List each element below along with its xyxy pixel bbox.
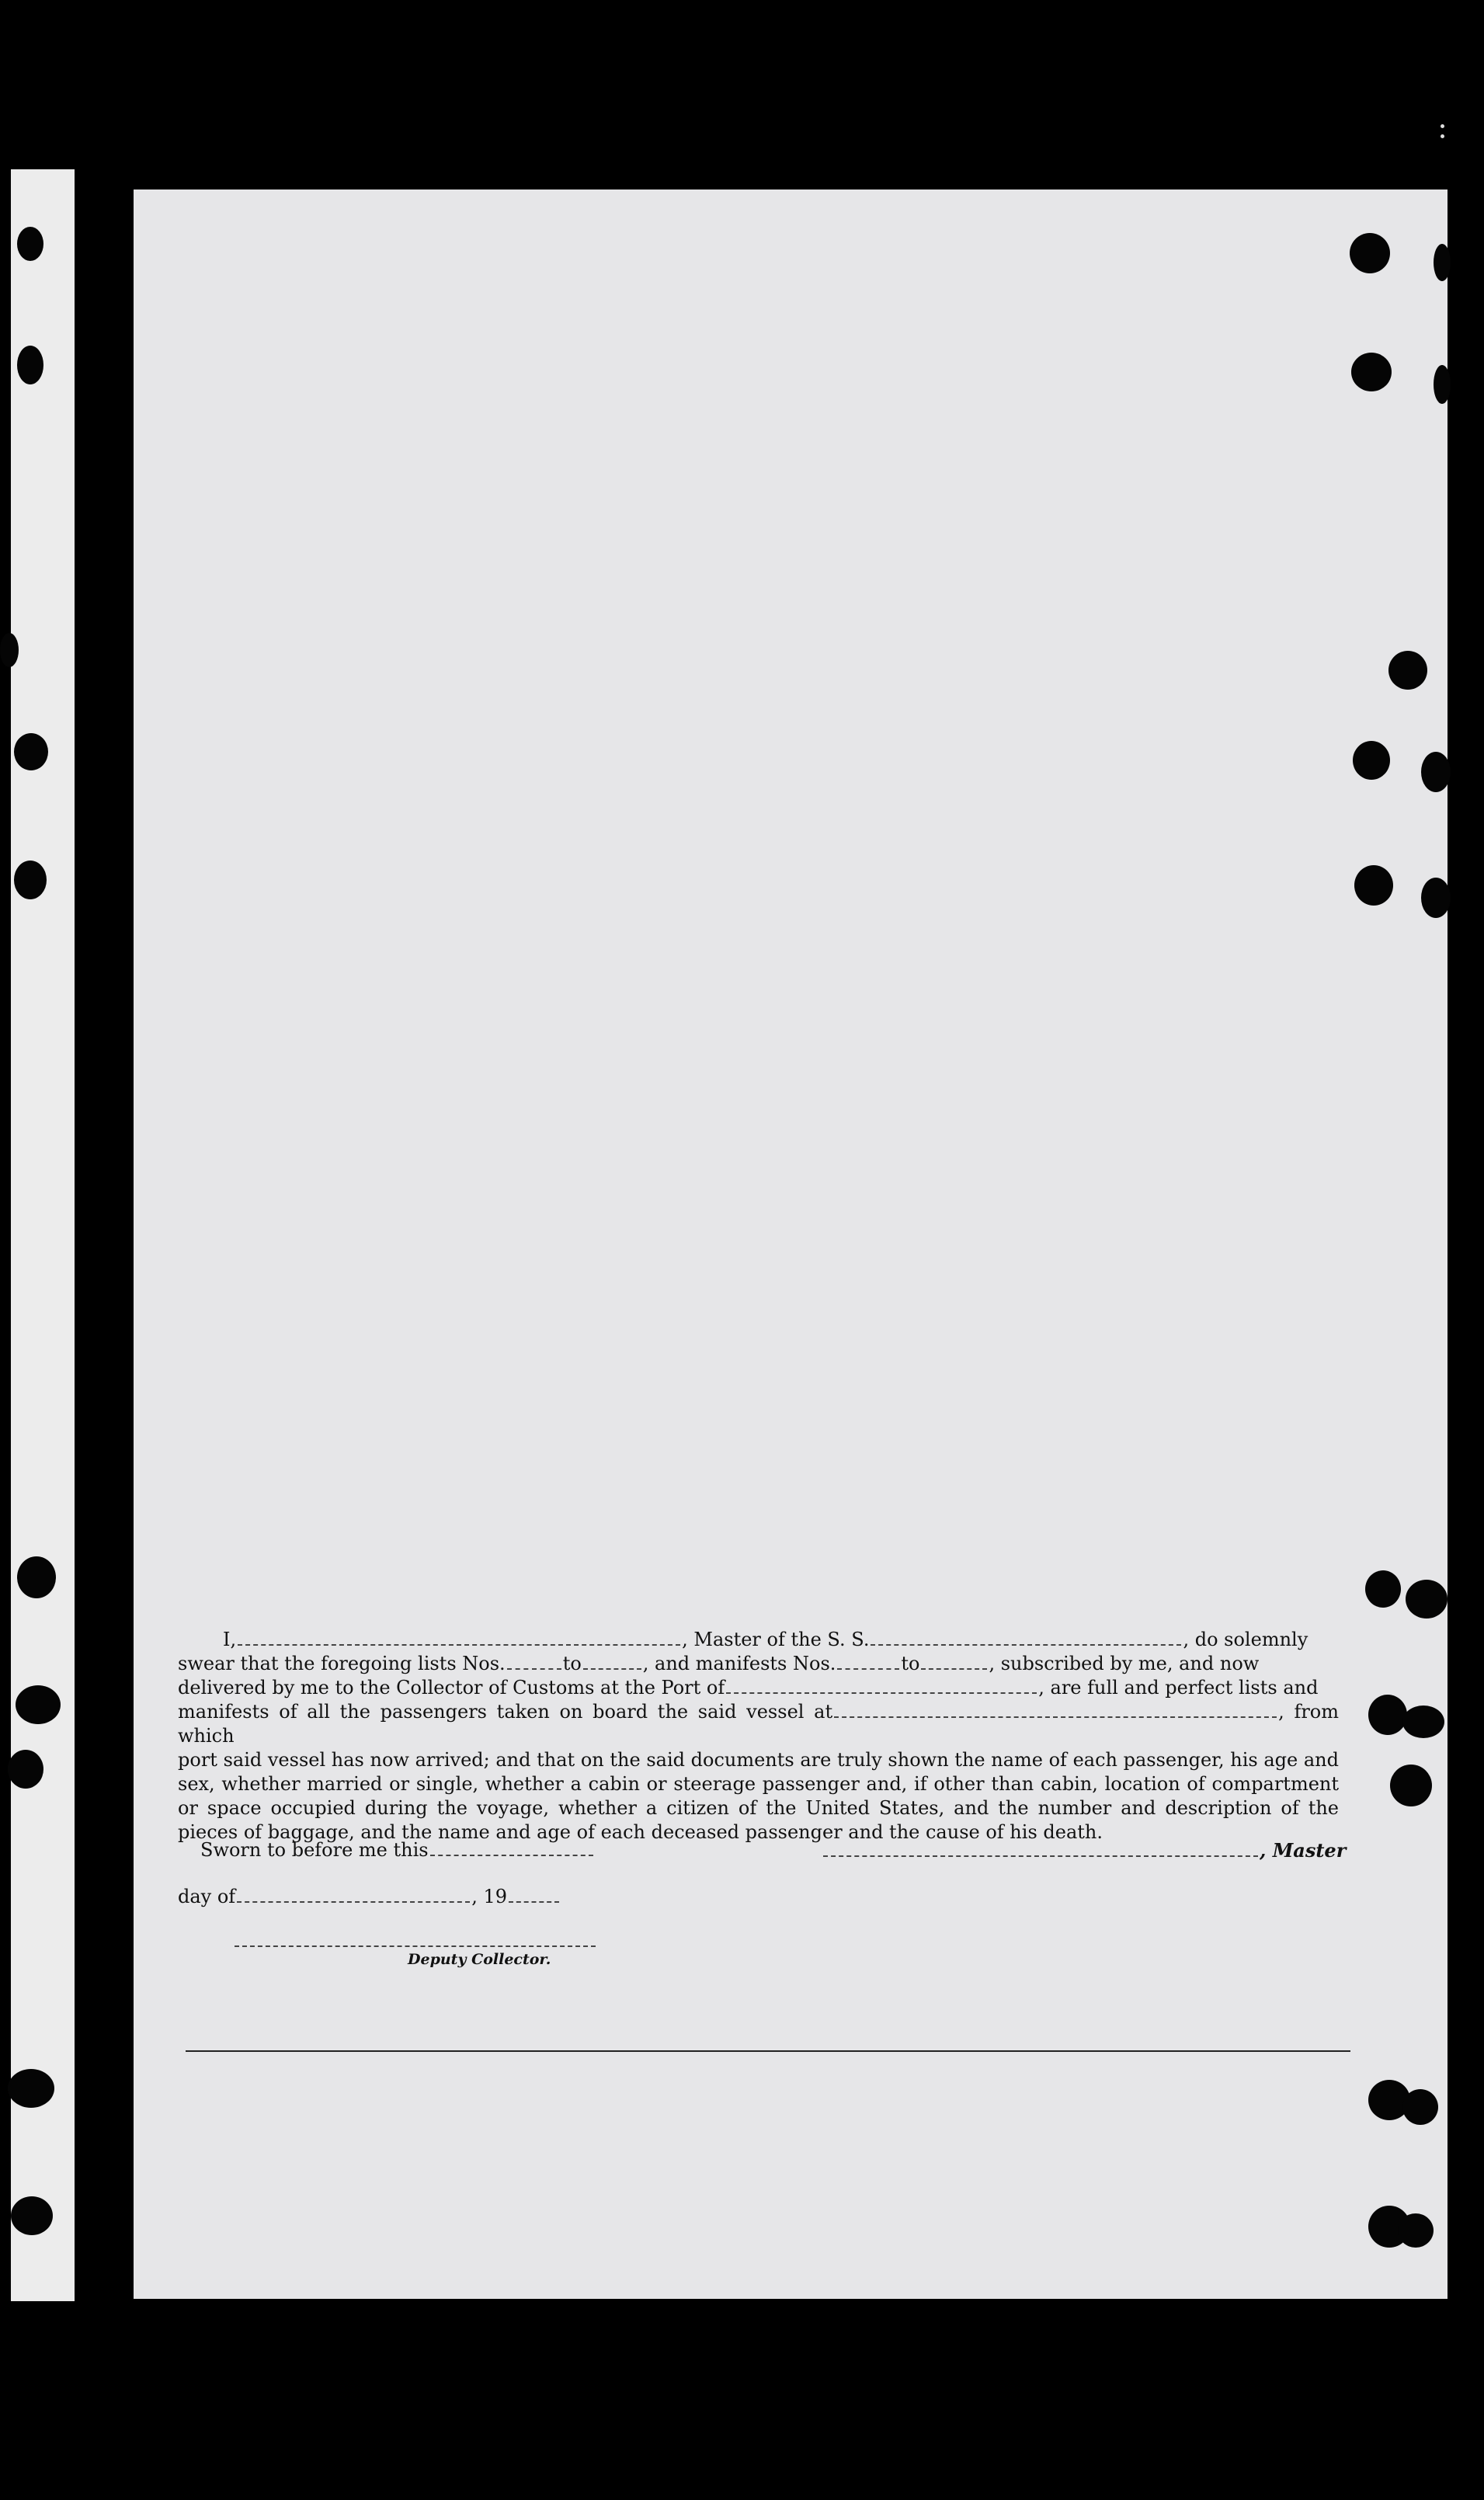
- binder-hole: [17, 346, 43, 384]
- binder-hole: [1353, 741, 1390, 780]
- manifests-from-blank[interactable]: [837, 1654, 899, 1670]
- binder-hole: [1368, 1695, 1407, 1735]
- bottom-rule: [186, 2050, 1350, 2052]
- oath-to-1: to: [562, 1653, 582, 1674]
- binder-hole: [17, 227, 43, 261]
- manifests-to-blank[interactable]: [921, 1654, 987, 1670]
- vessel-name-blank[interactable]: [871, 1630, 1181, 1646]
- lists-to-blank[interactable]: [583, 1654, 641, 1670]
- master-oath: [178, 1628, 1339, 1845]
- binder-hole: [1434, 244, 1451, 281]
- faint-header-text: [311, 268, 745, 291]
- month-blank[interactable]: [237, 1887, 470, 1903]
- binder-hole: [1354, 865, 1393, 906]
- binder-hole: [8, 1750, 43, 1789]
- oath-and-manifests: , and manifests Nos.: [642, 1653, 836, 1674]
- oath-subscribed: , subscribed by me, and now: [989, 1653, 1260, 1674]
- binder-hole: [0, 633, 19, 667]
- oath-from-which: , from which: [178, 1701, 1340, 1747]
- master-label: , Master: [1260, 1839, 1347, 1862]
- master-signature-line: [822, 1839, 1346, 1862]
- binder-hole: [1421, 752, 1451, 792]
- binder-hole: [8, 2069, 54, 2108]
- binder-hole: [1350, 233, 1390, 273]
- oath-master-of: , Master of the S. S.: [682, 1629, 870, 1650]
- binder-hole: [17, 1556, 56, 1598]
- day-line: [178, 1886, 561, 1907]
- oath-manifests-all: manifests of all the passengers taken on board the said vessel at: [178, 1701, 833, 1723]
- port-blank[interactable]: [726, 1678, 1037, 1694]
- adjacent-page-strip: [11, 169, 75, 2301]
- oath-swear-lists: swear that the foregoing lists Nos.: [178, 1653, 506, 1674]
- sworn-label: Sworn to before me this: [200, 1839, 429, 1861]
- embarkation-port-blank[interactable]: [834, 1702, 1277, 1718]
- binder-hole: [1390, 1765, 1432, 1806]
- oath-body: port said vessel has now arrived; and that on the said documents are truly shown the name of each passenger, his age and sex, whether married or single, whether a cabin or steerage passenger and, if other than cabin, location of compartment or space occupied during the voyage, whether a citizen of the United States, and the number and description of the pieces of baggage, and the name and age of each deceased passenger and the cause of his death.: [178, 1749, 1339, 1843]
- binder-hole: [16, 1685, 61, 1724]
- oath-i: I,: [223, 1629, 237, 1650]
- manifest-page: [134, 189, 1448, 2299]
- binder-hole: [14, 733, 48, 770]
- binder-hole: [1351, 353, 1392, 391]
- binder-hole: [1406, 1580, 1448, 1619]
- year-blank[interactable]: [509, 1887, 559, 1903]
- binder-hole: [1365, 1570, 1401, 1608]
- binder-hole: [14, 861, 47, 899]
- oath-full-perfect: , are full and perfect lists and: [1038, 1677, 1319, 1699]
- oath-solemnly: , do solemnly: [1183, 1629, 1308, 1650]
- oath-delivered: delivered by me to the Collector of Customs at the Port of: [178, 1677, 725, 1699]
- year-label: , 19: [471, 1886, 507, 1907]
- day-of-label: day of: [178, 1886, 236, 1907]
- edge-marks: [1441, 124, 1445, 144]
- sworn-line: [200, 1839, 595, 1861]
- sworn-day-blank[interactable]: [430, 1841, 593, 1856]
- lists-from-blank[interactable]: [507, 1654, 561, 1670]
- binder-hole: [1398, 2213, 1434, 2248]
- binder-hole: [1402, 2089, 1438, 2125]
- binder-hole: [1388, 651, 1427, 690]
- binder-hole: [1421, 878, 1451, 918]
- binder-hole: [1434, 365, 1451, 404]
- oath-to-2: to: [901, 1653, 920, 1674]
- deputy-collector-label: Deputy Collector.: [408, 1951, 551, 1968]
- binder-hole: [1402, 1705, 1444, 1738]
- deputy-signature-blank[interactable]: [235, 1945, 596, 1947]
- binder-hole: [11, 2196, 53, 2235]
- master-signature-blank[interactable]: [823, 1841, 1258, 1857]
- master-name-blank[interactable]: [238, 1630, 680, 1646]
